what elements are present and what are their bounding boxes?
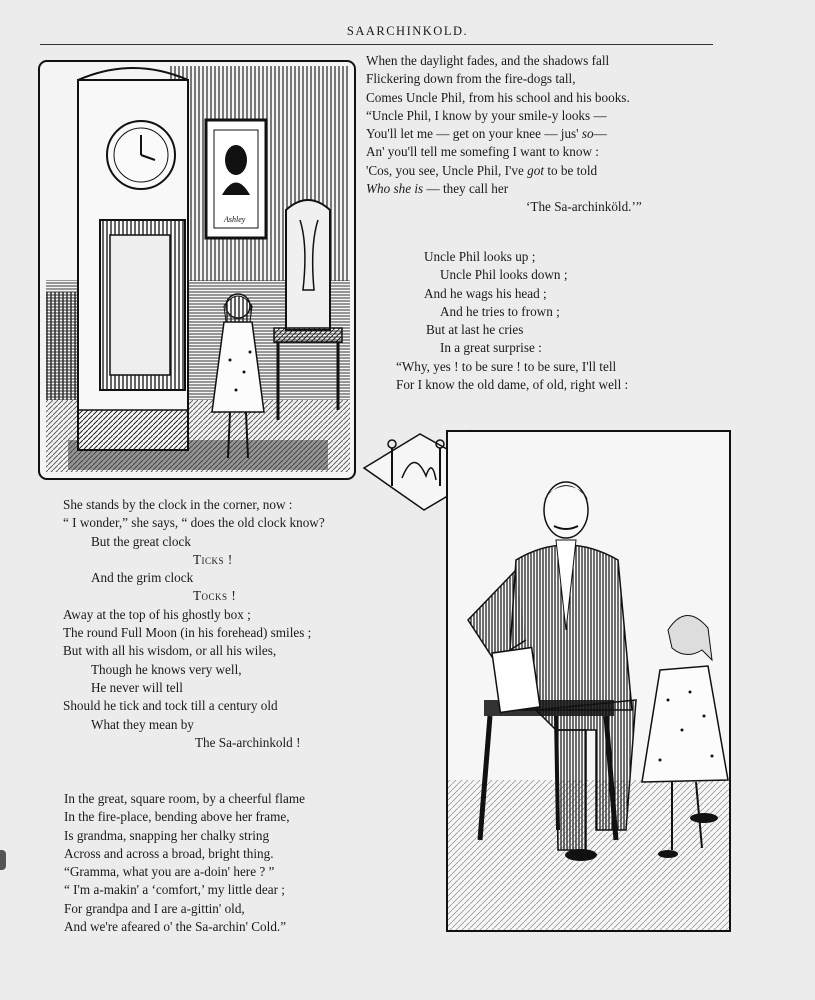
- verse-line: Flickering down from the fire-dogs tall,: [366, 71, 576, 87]
- verse-line: Though he knows very well,: [91, 661, 242, 677]
- verse-line: But at last he cries: [426, 322, 524, 338]
- verse-line: “ I'm a-makin' a ‘comfort,’ my little dear ;: [64, 882, 285, 898]
- verse-text: 'Cos, you see, Uncle Phil, I've: [366, 162, 524, 178]
- verse-line: He never will tell: [91, 679, 183, 695]
- verse-line: When the daylight fades, and the shadows fall: [366, 53, 610, 68]
- verse-line: [366, 162, 642, 180]
- verse-line: Ticks !: [193, 551, 233, 567]
- verse-line: An' you'll tell me somefing I want to know :: [366, 144, 599, 160]
- verse-line: And the grim clock: [91, 570, 194, 586]
- verse-line: In the great, square room, by a cheerful flame: [64, 791, 305, 806]
- clock-corner-illustration: [38, 60, 356, 480]
- emphasis-word: got: [527, 162, 545, 178]
- picture-signature: Ashley: [224, 215, 246, 224]
- verse-line: You'll let me — get on your knee — jus' so—: [366, 126, 607, 142]
- verse-line: [366, 180, 642, 198]
- verse-line: “Gramma, what you are a-doin' here ? ”: [64, 864, 275, 880]
- verse-line: The Sa-archinkold !: [195, 734, 301, 750]
- stanza-2: [396, 248, 628, 394]
- emphasis-phrase: Who she is: [366, 181, 424, 197]
- verse-line: For I know the old dame, of old, right well :: [396, 377, 629, 393]
- verse-line: Is grandma, snapping her chalky string: [64, 827, 270, 843]
- verse-line: Comes Uncle Phil, from his school and his books.: [366, 89, 630, 105]
- verse-line: For grandpa and I are a-gittin' old,: [64, 900, 245, 916]
- verse-line: But the great clock: [91, 533, 191, 549]
- verse-line: Away at the top of his ghostly box ;: [63, 606, 251, 622]
- verse-line: In the fire-place, bending above her frame,: [64, 809, 290, 825]
- verse-line: Uncle Phil looks down ;: [440, 267, 568, 283]
- verse-line: ‘The Sa-archinköld.’”: [526, 199, 642, 215]
- emphasis-word: so: [581, 126, 594, 142]
- running-head: SAARCHINKOLD.: [346, 24, 469, 38]
- verse-text: — they call her: [426, 181, 509, 197]
- verse-line: And we're afeared o' the Sa-archin' Cold.”: [64, 919, 287, 935]
- stanza-3: [63, 496, 325, 752]
- verse-text: You'll let me — get on your knee — jus': [366, 126, 579, 142]
- verse-line: The round Full Moon (in his forehead) smiles ;: [63, 625, 312, 641]
- verse-line: Should he tick and tock till a century old: [63, 698, 278, 714]
- verse-line: What they mean by: [91, 716, 194, 732]
- stanza-1: [366, 52, 642, 217]
- uncle-phil-illustration: [446, 430, 731, 932]
- verse-text: to be told: [547, 162, 598, 178]
- binding-mark: [0, 850, 6, 870]
- verse-line: Across and across a broad, bright thing.: [64, 845, 274, 861]
- verse-line: And he wags his head ;: [424, 285, 547, 301]
- verse-line: But with all his wisdom, or all his wiles,: [63, 643, 277, 659]
- verse-line: In a great surprise :: [440, 340, 542, 356]
- verse-line: Uncle Phil looks up ;: [424, 249, 536, 264]
- verse-line: Tocks !: [193, 588, 237, 604]
- verse-line: “Why, yes ! to be sure ! to be sure, I'll tell: [396, 358, 617, 374]
- verse-line: “Uncle Phil, I know by your smile-y looks —: [366, 107, 607, 123]
- stanza-4: [64, 790, 305, 936]
- verse-line: “ I wonder,” she says, “ does the old clock know?: [63, 515, 325, 531]
- header-rule: [40, 44, 713, 45]
- verse-line: She stands by the clock in the corner, now :: [63, 497, 293, 512]
- verse-line: And he tries to frown ;: [440, 303, 560, 319]
